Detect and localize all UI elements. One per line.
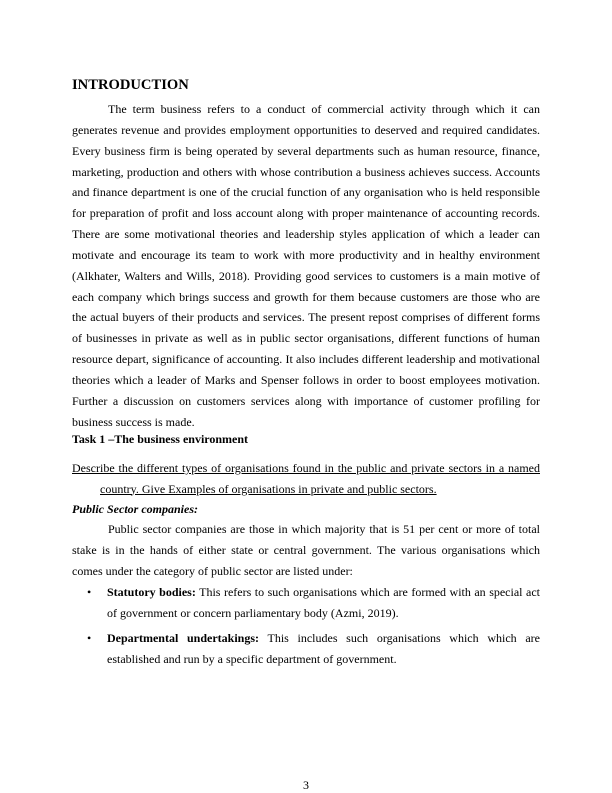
- subheading-public-sector: Public Sector companies:: [72, 502, 198, 516]
- bullet-term: Statutory bodies:: [107, 585, 196, 599]
- bullet-text: This refers to such organisations which are formed with an special act of government or concern parliamentary body (Azmi, 2019).: [107, 585, 540, 620]
- task-question: [72, 458, 540, 499]
- intro-paragraph: The term business refers to a conduct of commercial activity through which it can generates revenue and provides employment opportunities to deserved and required candidates. Every business firm is being operated by several departments such as human resource, finance, marketing, production and others with whose contribution a business achieves success. Accounts and finance department is one of the crucial function of any organisation who is held responsible for preparation of profit and loss account along with proper maintenance of accounting records. There are some motivational theories and leadership styles application of which a leader can motivate and encourage its team to work with more productivity and in healthy environment (Alkhater, Walters and Wills, 2018). Providing good services to customers is a main motive of each company which brings success and growth for them because customers are those who are the actual buyers of their products and services. The present repost comprises of different forms of businesses in private as well as in public sector organisations, different functions of human resource depart, significance of accounting. It also includes different leadership and motivational theories which a leader of Marks and Spenser follows in order to boost employees motivation. Further a discussion on customers services along with importance of customer profiling for business success is made.: [72, 102, 540, 429]
- task-question-line-2: country. Give Examples of organisations in private and public sectors.: [100, 481, 437, 496]
- list-item: [72, 582, 540, 624]
- task-title: Task 1 –The business environment: [72, 432, 249, 446]
- task-question-line-1: Describe the different types of organisations found in the public and private sectors in a named: [72, 461, 540, 475]
- bullet-text: This includes such organisations which which are established and run by a specific department of government.: [107, 630, 540, 666]
- bullet-list: [72, 582, 540, 669]
- list-item: [72, 628, 540, 670]
- bullet-icon: •: [87, 630, 92, 645]
- page-number: 3: [303, 778, 309, 792]
- bullet-icon: •: [87, 585, 92, 599]
- bullet-term: Departmental undertakings:: [107, 630, 260, 645]
- section-heading: INTRODUCTION: [72, 77, 189, 93]
- public-sector-paragraph: Public sector companies are those in which majority that is 51 per cent or more of total stake is in the hands of either state or central government. The various organisations which comes under the category of public sector are listed under:: [72, 522, 540, 578]
